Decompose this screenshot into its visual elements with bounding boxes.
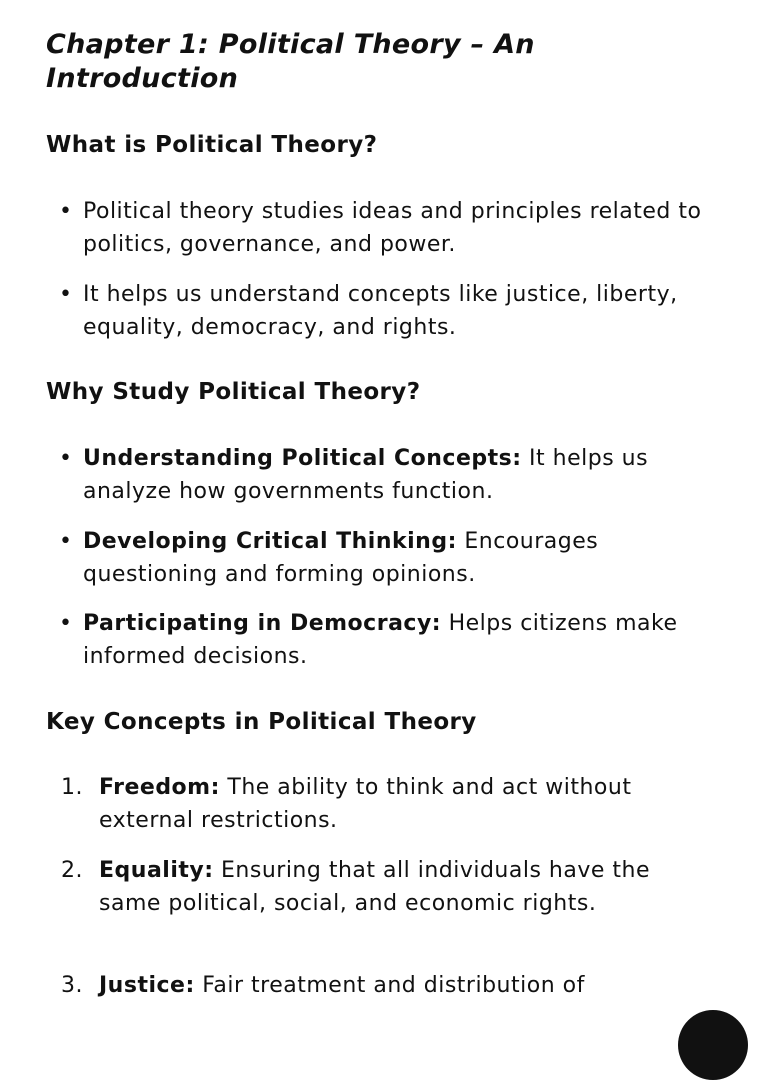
bullet-glyph: •	[59, 282, 73, 307]
list-item	[59, 607, 723, 673]
list-item-term: Participating in Democracy:	[83, 611, 442, 636]
list-item-text: Helps citizens make informed decisions.	[83, 611, 678, 669]
list-item	[61, 969, 719, 1002]
list-item	[59, 195, 723, 261]
list-item-text: Ensuring that all individuals have the same political, social, and economic rights.	[99, 858, 650, 916]
floating-action-button[interactable]	[678, 1010, 748, 1080]
list-item	[61, 854, 719, 920]
list-item-text: It helps us analyze how governments function.	[83, 446, 649, 504]
bullet-text: It helps us understand concepts like justice, liberty, equality, democracy, and rights.	[83, 282, 678, 340]
list-item	[59, 442, 723, 508]
list-item-term: Developing Critical Thinking:	[83, 529, 457, 554]
list-number: 3.	[61, 973, 83, 998]
list-item-term: Understanding Political Concepts:	[83, 446, 522, 471]
list-item-term: Equality:	[99, 858, 214, 883]
list-item-term: Freedom:	[99, 775, 220, 800]
list-item	[59, 278, 723, 344]
list-item-text: Fair treatment and distribution of	[194, 973, 585, 998]
list-item	[59, 525, 723, 591]
list-number: 1.	[61, 775, 83, 800]
section-heading-why: Why Study Political Theory?	[46, 379, 421, 405]
bullet-glyph: •	[59, 611, 73, 636]
list-item-text: The ability to think and act without external restrictions.	[99, 775, 632, 833]
bullet-glyph: •	[59, 199, 73, 224]
list-number: 2.	[61, 858, 83, 883]
list-item-text: Encourages questioning and forming opinions.	[83, 529, 599, 587]
bullet-glyph: •	[59, 446, 73, 471]
list-item-term: Justice:	[99, 973, 195, 998]
bullet-glyph: •	[59, 529, 73, 554]
list-item	[61, 771, 719, 837]
chapter-title: Chapter 1: Political Theory – An Introduction	[46, 29, 535, 94]
section-heading-key-concepts: Key Concepts in Political Theory	[46, 709, 477, 735]
section-heading-what: What is Political Theory?	[46, 132, 378, 158]
bullet-text: Political theory studies ideas and principles related to politics, governance, and power.	[83, 199, 702, 257]
